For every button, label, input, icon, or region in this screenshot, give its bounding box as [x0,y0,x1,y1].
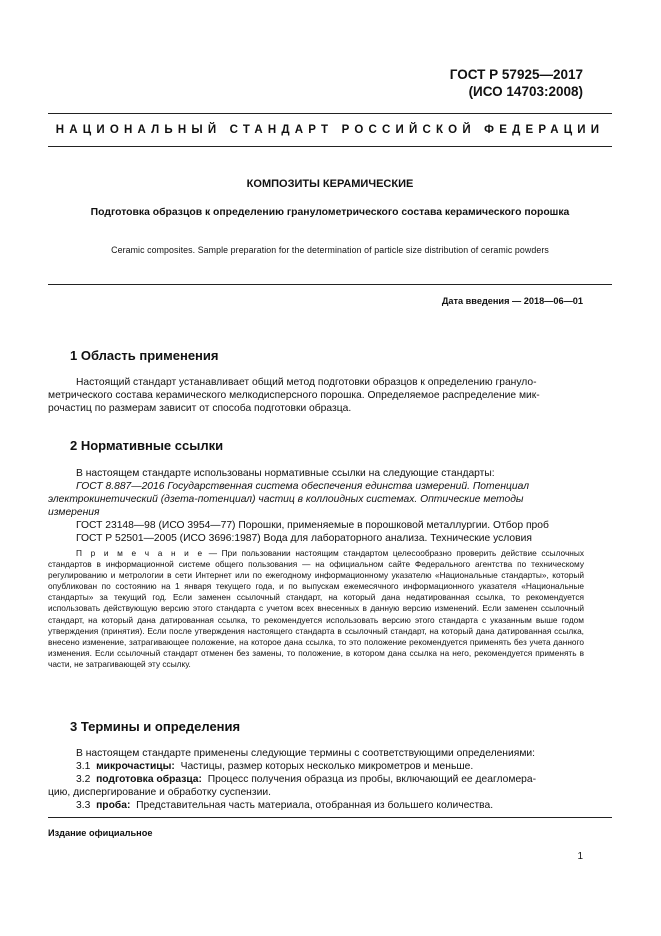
term-3-1 [48,761,584,772]
reference-gost-52501: ГОСТ Р 52501—2005 (ИСО 3696:1987) Вода для лабораторного анализа. Технические условия [76,533,532,544]
term-name: микрочастицы: [96,761,175,772]
document-title: КОМПОЗИТЫ КЕРАМИЧЕСКИЕ [246,178,414,190]
note-text: — При пользовании настоящим стандартом целесообразно проверить действие ссылочных стандартов в информационной системе общего пользования — на официальном сайте Федерального агентства по техническому регулированию и метрологии в сети Интернет или по ежегодному информационному указателю «Национальные стандарты», который опубликован по состоянию на 1 января текущего года, и по выпускам ежемесячного информационного указателя «Национальные стандарты» за текущий год. Если заменен ссылочный стандарт, на который дана недатированная ссылка, то рекомендуется использовать действующую версию этого стандарта с учетом всех внесенных в данную версию изменений. Если заменен ссылочный стандарт, на который дана датированная ссылка, то рекомендуется использовать версию этого стандарта с указанным выше годом утверждения (принятия). Если после утверждения настоящего стандарта в ссылочный стандарт, на который дана датированная ссылка, внесено изменение, затрагивающее положение, на которое дана ссылка, то это положение рекомендуется применять без учета данного изменения. Если ссылочный стандарт отменен без замены, то положение, в котором дана ссылка на него, рекомендуется применять в части, не затрагивающей эту ссылку. [48,548,584,669]
section-3-intro: В настоящем стандарте применены следующие термины с соответствующими определениями: [76,748,536,759]
document-number-gost: ГОСТ Р 57925—2017 [449,67,583,82]
banner-rule [48,146,612,147]
top-rule [48,113,612,114]
term-number: 3.1 [76,761,91,772]
term-name: подготовка образца: [96,774,202,785]
introduction-date: Дата введения — 2018—06—01 [441,296,583,306]
section-1-heading: 1 Область применения [70,348,219,363]
section-1-line: рочастиц по размерам зависит от способа подготовки образца. [48,403,352,414]
official-edition: Издание официальное [48,828,153,838]
reference-gost-23148: ГОСТ 23148—98 (ИСО 3954—77) Порошки, применяемые в порошковой металлургии. Отбор проб [76,520,549,531]
national-standard-banner: НАЦИОНАЛЬНЫЙ СТАНДАРТ РОССИЙСКОЙ ФЕДЕРАЦИИ [55,124,605,136]
reference-gost-8887-cont: измерения [48,507,100,518]
document-number [450,66,583,100]
term-definition: Процесс получения образца из пробы, включающий ее деагломера- [207,774,537,785]
term-3-2-cont: цию, диспергирование и обработку суспензии. [48,787,271,798]
term-3-2 [48,774,584,785]
term-3-3 [48,800,584,811]
reference-gost-8887: ГОСТ 8.887—2016 Государственная система обеспечения единства измерений. Потенциал [76,481,530,492]
section-2-intro: В настоящем стандарте использованы нормативные ссылки на следующие стандарты: [76,468,495,479]
section-3-heading: 3 Термины и определения [70,719,241,734]
term-name: проба: [96,800,131,811]
footer-rule [48,817,612,818]
section-2-heading: 2 Нормативные ссылки [70,438,224,453]
term-definition: Представительная часть материала, отобранная из большего количества. [136,800,494,811]
reference-gost-8887-cont: электрокинетический (дзета-потенциал) частиц в коллоидных системах. Оптические методы [48,494,524,505]
section-1-line: Настоящий стандарт устанавливает общий метод подготовки образцов к определению грануло- [76,377,537,388]
document-number-iso: (ИСО 14703:2008) [468,84,583,99]
english-title: Ceramic composites. Sample preparation for the determination of particle size distribution of ceramic powders [111,245,549,255]
document-subtitle: Подготовка образцов к определению гранулометрического состава керамического порошка [90,207,570,218]
page-number: 1 [577,851,583,862]
term-definition: Частицы, размер которых несколько микрометров и меньше. [180,761,474,772]
section-1-line: метрического состава керамического мелкодисперсного порошка. Определяемое распределение мик- [48,390,540,401]
term-number: 3.3 [76,800,91,811]
note-label: П р и м е ч а н и е [76,548,205,558]
note-block [48,548,584,670]
term-number: 3.2 [76,774,91,785]
title-rule [48,284,612,285]
